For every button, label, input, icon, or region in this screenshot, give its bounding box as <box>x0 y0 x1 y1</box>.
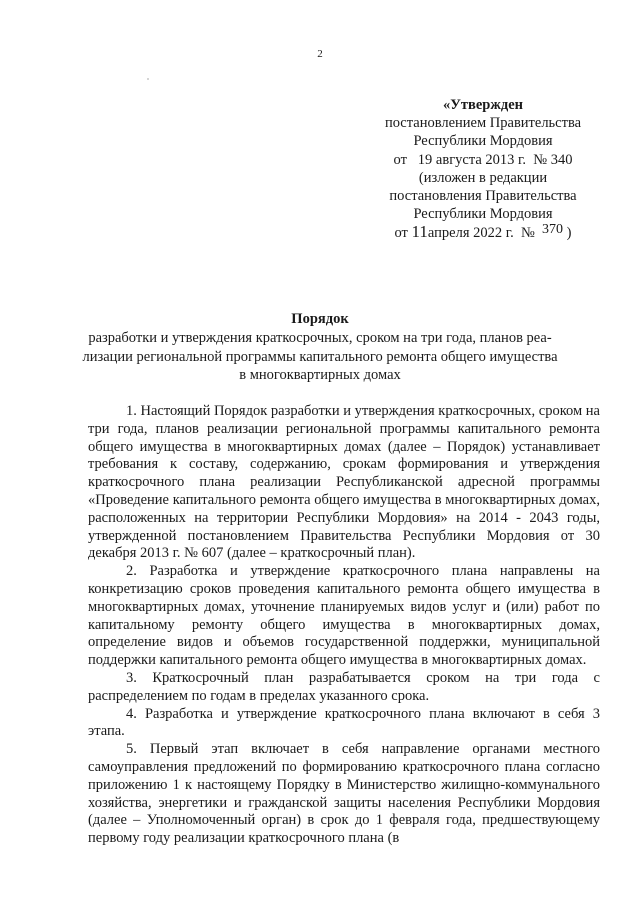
heading-subtitle-line: лизации региональной программы капитального ремонта общего имущества <box>82 348 558 365</box>
approval-line: (изложен в редакции <box>418 169 548 186</box>
handwritten-day: 11 <box>411 222 428 242</box>
paragraph-4: 4. Разработка и утверждение краткосрочного плана включают в себя 3 этапа. <box>88 705 600 740</box>
paragraph-3: 3. Краткосрочный план разрабатывается сроком на три года с распределением по годам в пределах указанного срока. <box>88 669 600 704</box>
approval-line: постановлением Правительства <box>384 115 582 132</box>
document-heading <box>0 310 640 385</box>
heading-subtitle-line: разработки и утверждения краткосрочных, сроком на три года, планов реа- <box>88 330 552 346</box>
paragraph-5: 5. Первый этап включает в себя направление органами местного самоуправления предложений по формированию краткосрочного плана согласно приложению 1 к настоящему Порядку в Министерство жилищно-коммунального хозяйства, энергетики и гражданской защиты населения Республики Мордовия (далее – Уполномоченный орган) в срок до 1 февраля года, предшествующему первому году реализации краткосрочного плана (в <box>88 741 600 847</box>
heading-subtitle-line: в многоквартирных домах <box>239 367 401 384</box>
document-body <box>88 403 600 848</box>
approval-line: постановления Правительства <box>389 188 577 205</box>
approval-line: Республики Мордовия <box>413 133 553 150</box>
approval-last-line <box>360 223 606 243</box>
paragraph-2: 2. Разработка и утверждение краткосрочного плана направлены на конкретизацию сроков проведения капитального ремонта общего имущества в многоквартирных домах, уточнение планируемых видов услуг и (или) работ по капитальному ремонту общего имущества в многоквартирных домах, определение видов и объемов государственной поддержки, муниципальной поддержки капитального ремонта общего имущества в многоквартирных домах. <box>88 563 600 669</box>
approval-line: Республики Мордовия <box>413 206 553 223</box>
approval-last-suffix: ) <box>566 225 572 242</box>
paragraph-1: 1. Настоящий Порядок разработки и утверждения краткосрочных, сроком на три года, планов реализации региональной программы капитального ремонта общего имущества в многоквартирных домах (далее – Порядок) устанавливает требования к составу, содержанию, срокам формирования и утверждения краткосрочного плана реализации Республиканской адресной программы «Проведение капитального ремонта общего имущества в многоквартирных домах, расположенных на территории Республики Мордовия» на 2014 - 2043 годы, утвержденной постановлением Правительства Республики Мордовия от 30 декабря 2013 г. № 607 (далее – краткосрочный план). <box>88 403 600 562</box>
approval-title: «Утвержден <box>443 97 523 113</box>
approval-line: от 19 августа 2013 г. № 340 <box>393 151 573 168</box>
approval-last-middle: апреля 2022 г. № <box>427 225 535 242</box>
approval-block <box>360 96 606 244</box>
scan-speck <box>147 78 149 80</box>
heading-title: Порядок <box>291 311 349 327</box>
approval-last-prefix: от <box>394 225 408 242</box>
page-number: 2 <box>317 48 323 60</box>
handwritten-number: 370 <box>542 222 564 238</box>
